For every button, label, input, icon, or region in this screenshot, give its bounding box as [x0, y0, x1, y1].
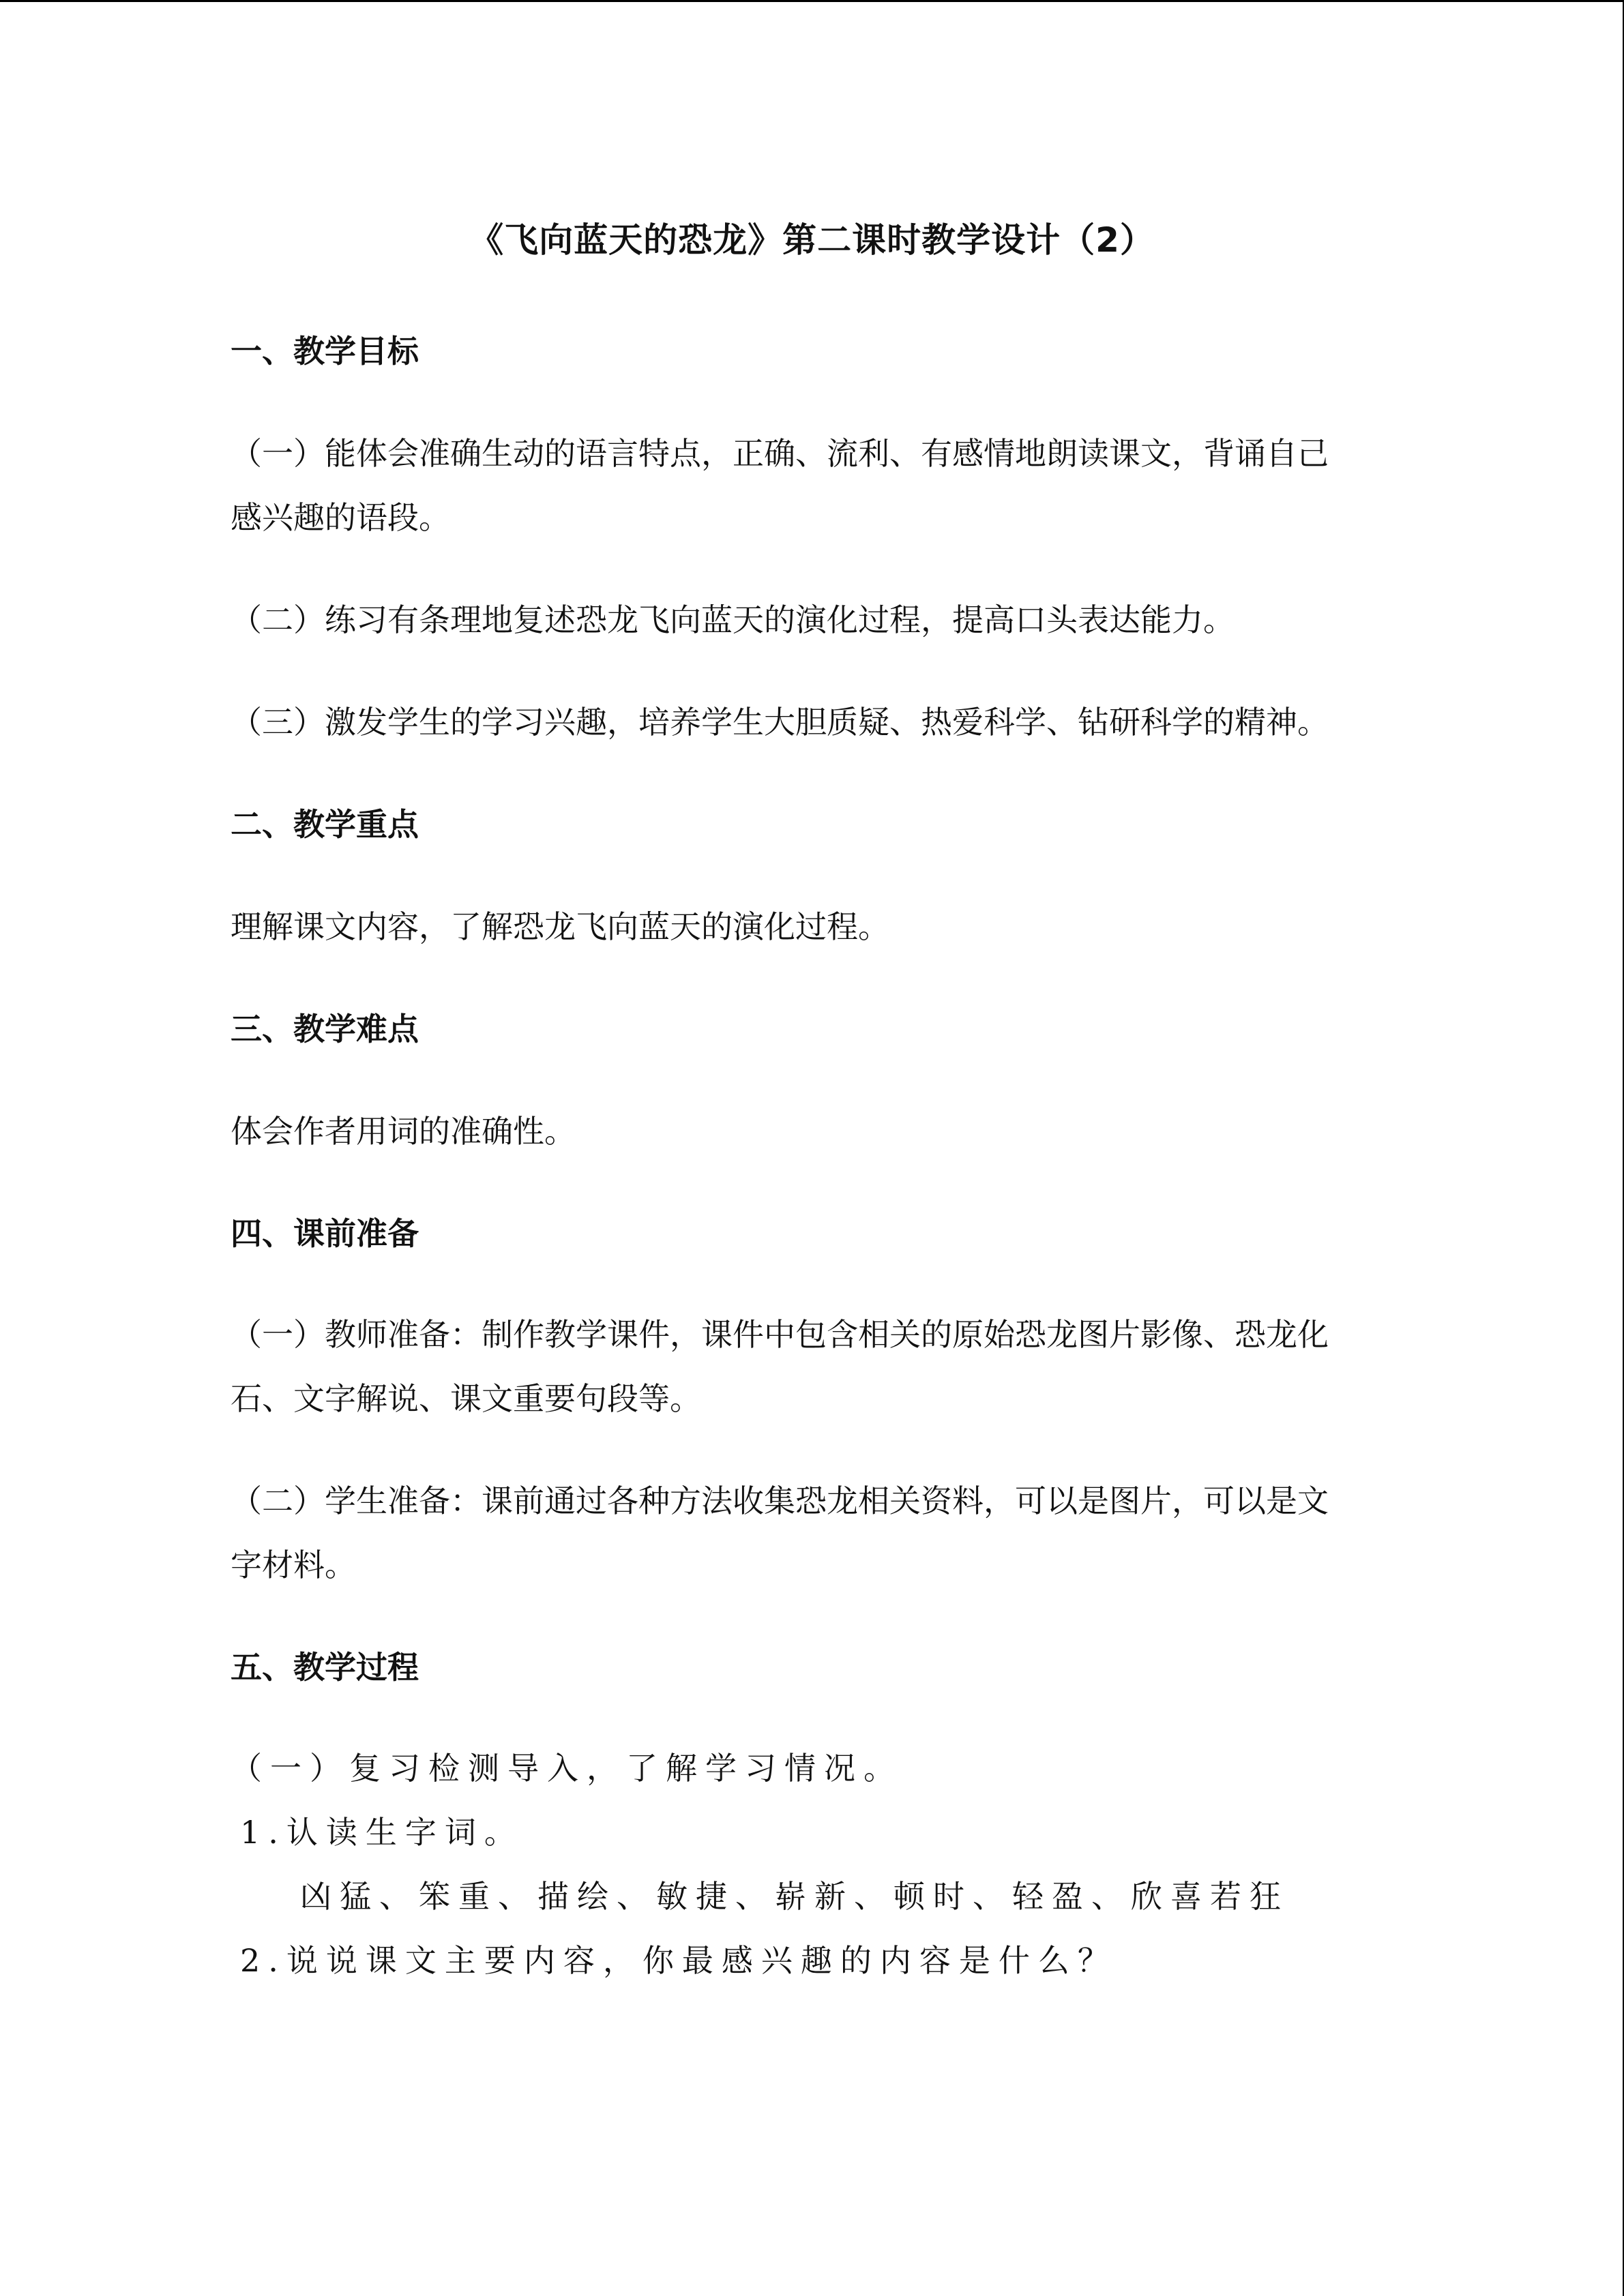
section-heading-key-points: 二、教学重点 — [231, 806, 419, 843]
preparation-item-2-line-1: （二）学生准备：课前通过各种方法收集恐龙相关资料，可以是图片，可以是文 — [231, 1482, 1329, 1519]
preparation-item-2-line-2: 字材料。 — [231, 1547, 356, 1583]
section-heading-preparation: 四、课前准备 — [231, 1215, 419, 1252]
section-heading-difficulties: 三、教学难点 — [231, 1011, 419, 1047]
section-heading-process: 五、教学过程 — [231, 1649, 419, 1686]
page-top-border — [0, 0, 1624, 2]
key-points-text: 理解课文内容，了解恐龙飞向蓝天的演化过程。 — [231, 908, 889, 945]
preparation-item-1-line-1: （一）教师准备：制作教学课件，课件中包含相关的原始恐龙图片影像、恐龙化 — [231, 1316, 1329, 1353]
process-sub-item-2: 2.说说课文主要内容，你最感兴趣的内容是什么？ — [240, 1942, 1117, 1979]
goal-item-1-line-2: 感兴趣的语段。 — [231, 499, 450, 536]
difficulties-text: 体会作者用词的准确性。 — [231, 1113, 576, 1150]
document-title: 《飞向蓝天的恐龙》第二课时教学设计（2） — [469, 220, 1155, 260]
section-heading-goals: 一、教学目标 — [231, 333, 419, 370]
goal-item-3: （三）激发学生的学习兴趣，培养学生大胆质疑、热爱科学、钻研科学的精神。 — [231, 704, 1329, 741]
preparation-item-1-line-2: 石、文字解说、课文重要句段等。 — [231, 1380, 701, 1417]
process-step-1: （一）复习检测导入，了解学习情况。 — [231, 1750, 903, 1787]
vocabulary-words: 凶猛、笨重、描绘、敏捷、崭新、顿时、轻盈、欣喜若狂 — [300, 1878, 1289, 1915]
goal-item-2: （二）练习有条理地复述恐龙飞向蓝天的演化过程，提高口头表达能力。 — [231, 601, 1235, 638]
goal-item-1-line-1: （一）能体会准确生动的语言特点，正确、流利、有感情地朗读课文，背诵自己 — [231, 435, 1329, 472]
process-sub-item-1: 1.认读生字词。 — [240, 1814, 524, 1851]
